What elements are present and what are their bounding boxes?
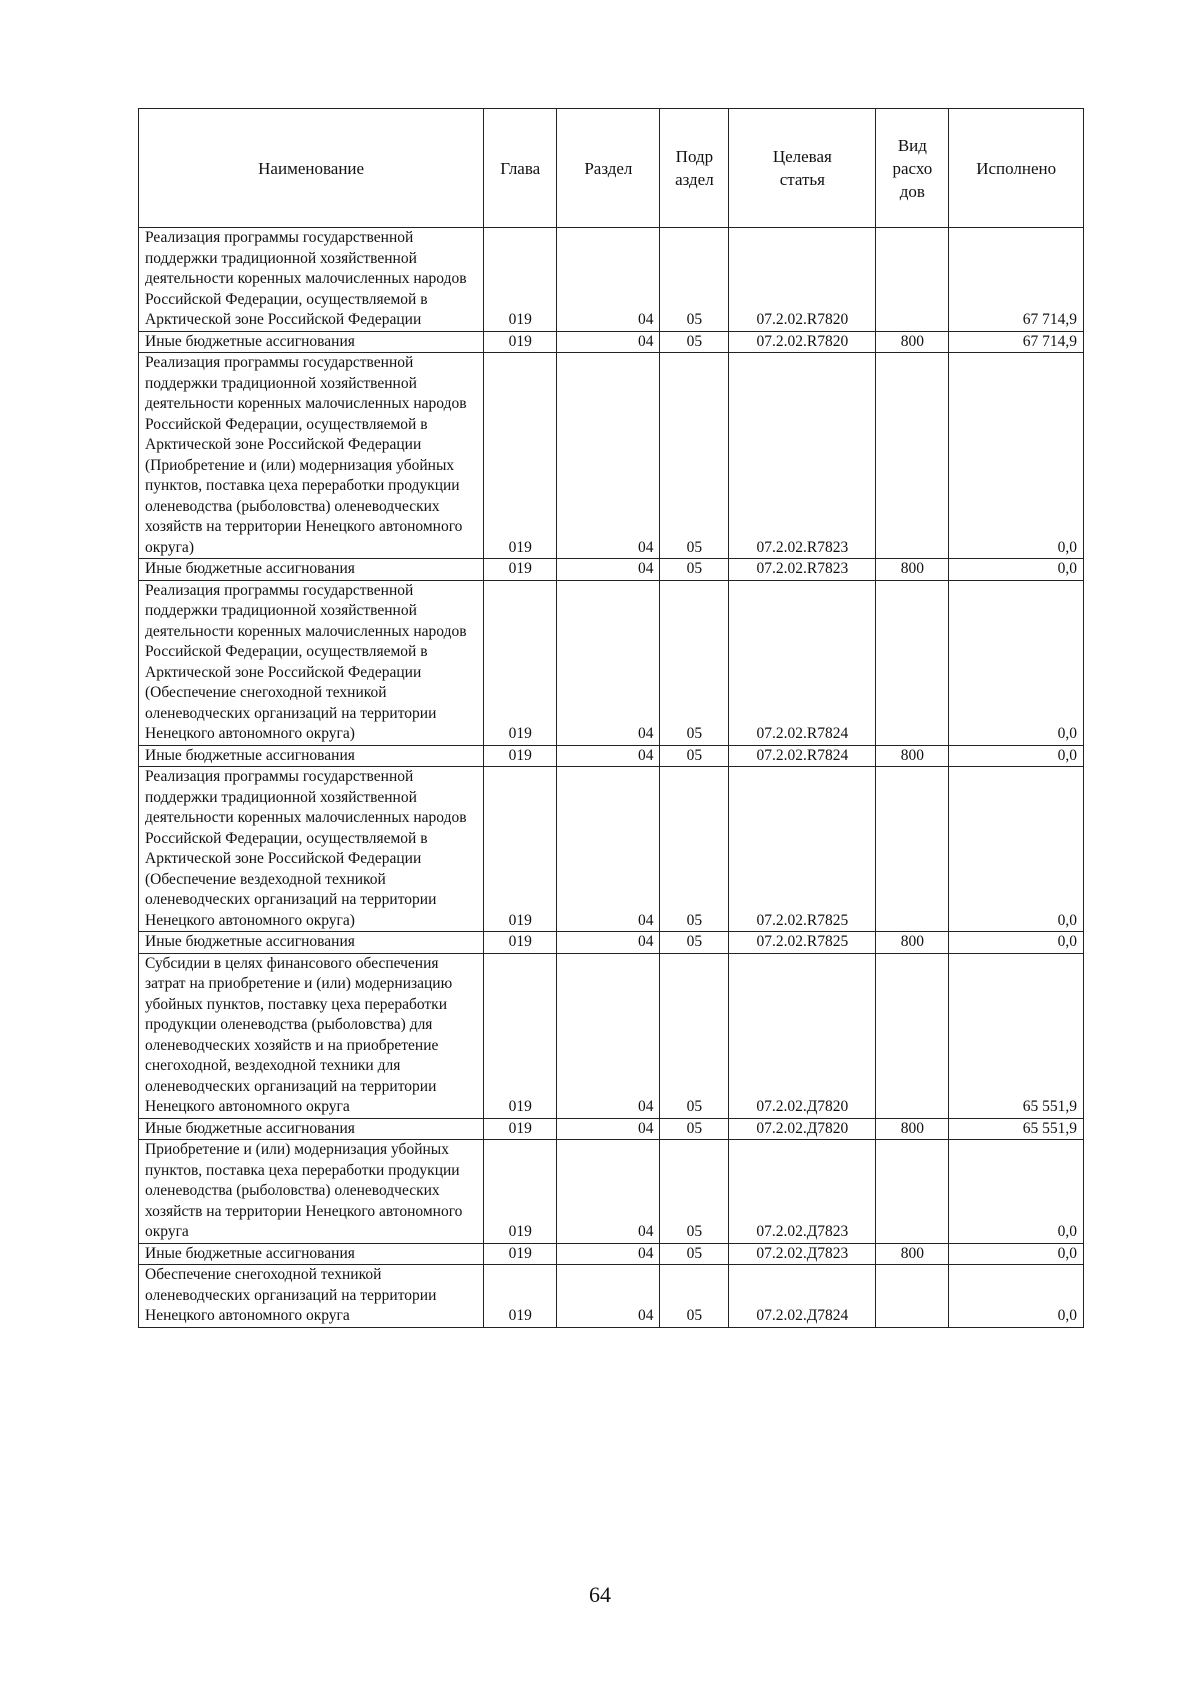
row-podrazdel: 05 <box>660 953 729 1118</box>
row-ispolneno: 67 714,9 <box>949 228 1084 332</box>
row-celevaya-statya: 07.2.02.R7825 <box>729 767 876 932</box>
table-row <box>139 745 1084 767</box>
row-ispolneno: 0,0 <box>949 353 1084 559</box>
row-celevaya-statya: 07.2.02.Д7820 <box>729 953 876 1118</box>
table-row <box>139 767 1084 932</box>
row-razdel: 04 <box>557 932 660 954</box>
header-celevaya-statya: Целевая статья <box>729 109 876 228</box>
table-row <box>139 1118 1084 1140</box>
row-podrazdel: 05 <box>660 745 729 767</box>
row-name: Иные бюджетные ассигнования <box>139 745 484 767</box>
header-podrazdel: Подр аздел <box>660 109 729 228</box>
row-name: Реализация программы государственной поддержки традиционной хозяйственной деятельности коренных малочисленных народов Российской Федерации, осуществляемой в Арктической зоне Российской Федерации <box>139 228 484 332</box>
row-glava: 019 <box>484 228 557 332</box>
table-row <box>139 1140 1084 1244</box>
row-razdel: 04 <box>557 1140 660 1244</box>
row-vid-rashodov <box>876 580 949 745</box>
row-celevaya-statya: 07.2.02.Д7824 <box>729 1265 876 1328</box>
row-podrazdel: 05 <box>660 1243 729 1265</box>
row-name: Иные бюджетные ассигнования <box>139 559 484 581</box>
table-row <box>139 932 1084 954</box>
row-ispolneno: 0,0 <box>949 1243 1084 1265</box>
row-name: Реализация программы государственной поддержки традиционной хозяйственной деятельности коренных малочисленных народов Российской Федерации, осуществляемой в Арктической зоне Российской Федерации (Обеспечение вездеходной техникой оленеводческих организаций на территории Ненецкого автономного округа) <box>139 767 484 932</box>
row-razdel: 04 <box>557 353 660 559</box>
budget-table <box>138 108 1084 1328</box>
row-podrazdel: 05 <box>660 1140 729 1244</box>
row-name: Субсидии в целях финансового обеспечения затрат на приобретение и (или) модернизацию убойных пунктов, поставку цеха переработки продукции оленеводства (рыболовства) для оленеводческих хозяйств и на приобретение снегоходной, вездеходной техники для оленеводческих организаций на территории Ненецкого автономного округа <box>139 953 484 1118</box>
row-celevaya-statya: 07.2.02.R7820 <box>729 228 876 332</box>
table-row <box>139 1265 1084 1328</box>
row-ispolneno: 0,0 <box>949 745 1084 767</box>
row-name: Приобретение и (или) модернизация убойных пунктов, поставка цеха переработки продукции оленеводства (рыболовства) оленеводческих хозяйств на территории Ненецкого автономного округа <box>139 1140 484 1244</box>
row-glava: 019 <box>484 767 557 932</box>
table-header-row <box>139 109 1084 228</box>
row-razdel: 04 <box>557 559 660 581</box>
row-vid-rashodov <box>876 1140 949 1244</box>
row-glava: 019 <box>484 745 557 767</box>
row-podrazdel: 05 <box>660 559 729 581</box>
row-celevaya-statya: 07.2.02.R7823 <box>729 353 876 559</box>
row-glava: 019 <box>484 1118 557 1140</box>
row-podrazdel: 05 <box>660 331 729 353</box>
row-name: Иные бюджетные ассигнования <box>139 932 484 954</box>
row-celevaya-statya: 07.2.02.Д7823 <box>729 1243 876 1265</box>
row-celevaya-statya: 07.2.02.R7820 <box>729 331 876 353</box>
row-vid-rashodov <box>876 1265 949 1328</box>
row-name: Иные бюджетные ассигнования <box>139 1243 484 1265</box>
row-celevaya-statya: 07.2.02.R7824 <box>729 745 876 767</box>
table-row <box>139 331 1084 353</box>
row-vid-rashodov <box>876 953 949 1118</box>
row-razdel: 04 <box>557 331 660 353</box>
row-vid-rashodov <box>876 353 949 559</box>
row-ispolneno: 0,0 <box>949 1140 1084 1244</box>
row-name: Обеспечение снегоходной техникой оленеводческих организаций на территории Ненецкого автономного округа <box>139 1265 484 1328</box>
row-glava: 019 <box>484 580 557 745</box>
row-glava: 019 <box>484 1140 557 1244</box>
row-glava: 019 <box>484 1265 557 1328</box>
row-name: Иные бюджетные ассигнования <box>139 1118 484 1140</box>
row-ispolneno: 0,0 <box>949 932 1084 954</box>
row-podrazdel: 05 <box>660 580 729 745</box>
table-row <box>139 953 1084 1118</box>
row-ispolneno: 65 551,9 <box>949 1118 1084 1140</box>
row-podrazdel: 05 <box>660 353 729 559</box>
row-razdel: 04 <box>557 228 660 332</box>
row-ispolneno: 0,0 <box>949 580 1084 745</box>
row-vid-rashodov: 800 <box>876 331 949 353</box>
row-celevaya-statya: 07.2.02.R7825 <box>729 932 876 954</box>
row-glava: 019 <box>484 932 557 954</box>
row-glava: 019 <box>484 559 557 581</box>
table-row <box>139 353 1084 559</box>
row-vid-rashodov <box>876 228 949 332</box>
row-glava: 019 <box>484 1243 557 1265</box>
page-number: 64 <box>589 1582 611 1607</box>
row-ispolneno: 67 714,9 <box>949 331 1084 353</box>
row-razdel: 04 <box>557 580 660 745</box>
row-podrazdel: 05 <box>660 228 729 332</box>
row-glava: 019 <box>484 353 557 559</box>
row-name: Реализация программы государственной поддержки традиционной хозяйственной деятельности коренных малочисленных народов Российской Федерации, осуществляемой в Арктической зоне Российской Федерации (Обеспечение снегоходной техникой оленеводческих организаций на территории Ненецкого автономного округа) <box>139 580 484 745</box>
row-ispolneno: 0,0 <box>949 767 1084 932</box>
row-razdel: 04 <box>557 1265 660 1328</box>
row-ispolneno: 0,0 <box>949 1265 1084 1328</box>
table-row <box>139 1243 1084 1265</box>
row-razdel: 04 <box>557 1243 660 1265</box>
row-podrazdel: 05 <box>660 932 729 954</box>
row-vid-rashodov: 800 <box>876 559 949 581</box>
row-podrazdel: 05 <box>660 1265 729 1328</box>
table-row <box>139 580 1084 745</box>
row-vid-rashodov: 800 <box>876 932 949 954</box>
header-ispolneno: Исполнено <box>949 109 1084 228</box>
row-ispolneno: 65 551,9 <box>949 953 1084 1118</box>
row-ispolneno: 0,0 <box>949 559 1084 581</box>
row-vid-rashodov: 800 <box>876 745 949 767</box>
row-celevaya-statya: 07.2.02.Д7823 <box>729 1140 876 1244</box>
row-razdel: 04 <box>557 767 660 932</box>
table-row <box>139 228 1084 332</box>
row-name: Иные бюджетные ассигнования <box>139 331 484 353</box>
table-row <box>139 559 1084 581</box>
row-podrazdel: 05 <box>660 767 729 932</box>
row-podrazdel: 05 <box>660 1118 729 1140</box>
row-razdel: 04 <box>557 1118 660 1140</box>
row-vid-rashodov <box>876 767 949 932</box>
row-razdel: 04 <box>557 745 660 767</box>
row-vid-rashodov: 800 <box>876 1118 949 1140</box>
row-vid-rashodov: 800 <box>876 1243 949 1265</box>
row-celevaya-statya: 07.2.02.R7823 <box>729 559 876 581</box>
row-celevaya-statya: 07.2.02.R7824 <box>729 580 876 745</box>
header-glava: Глава <box>484 109 557 228</box>
row-razdel: 04 <box>557 953 660 1118</box>
table-body <box>139 228 1084 1328</box>
row-name: Реализация программы государственной поддержки традиционной хозяйственной деятельности коренных малочисленных народов Российской Федерации, осуществляемой в Арктической зоне Российской Федерации (Приобретение и (или) модернизация убойных пунктов, поставка цеха переработки продукции оленеводства (рыболовства) оленеводческих хозяйств на территории Ненецкого автономного округа) <box>139 353 484 559</box>
header-vid-rashodov: Вид расхо дов <box>876 109 949 228</box>
header-name: Наименование <box>139 109 484 228</box>
row-glava: 019 <box>484 953 557 1118</box>
row-celevaya-statya: 07.2.02.Д7820 <box>729 1118 876 1140</box>
row-glava: 019 <box>484 331 557 353</box>
header-razdel: Раздел <box>557 109 660 228</box>
